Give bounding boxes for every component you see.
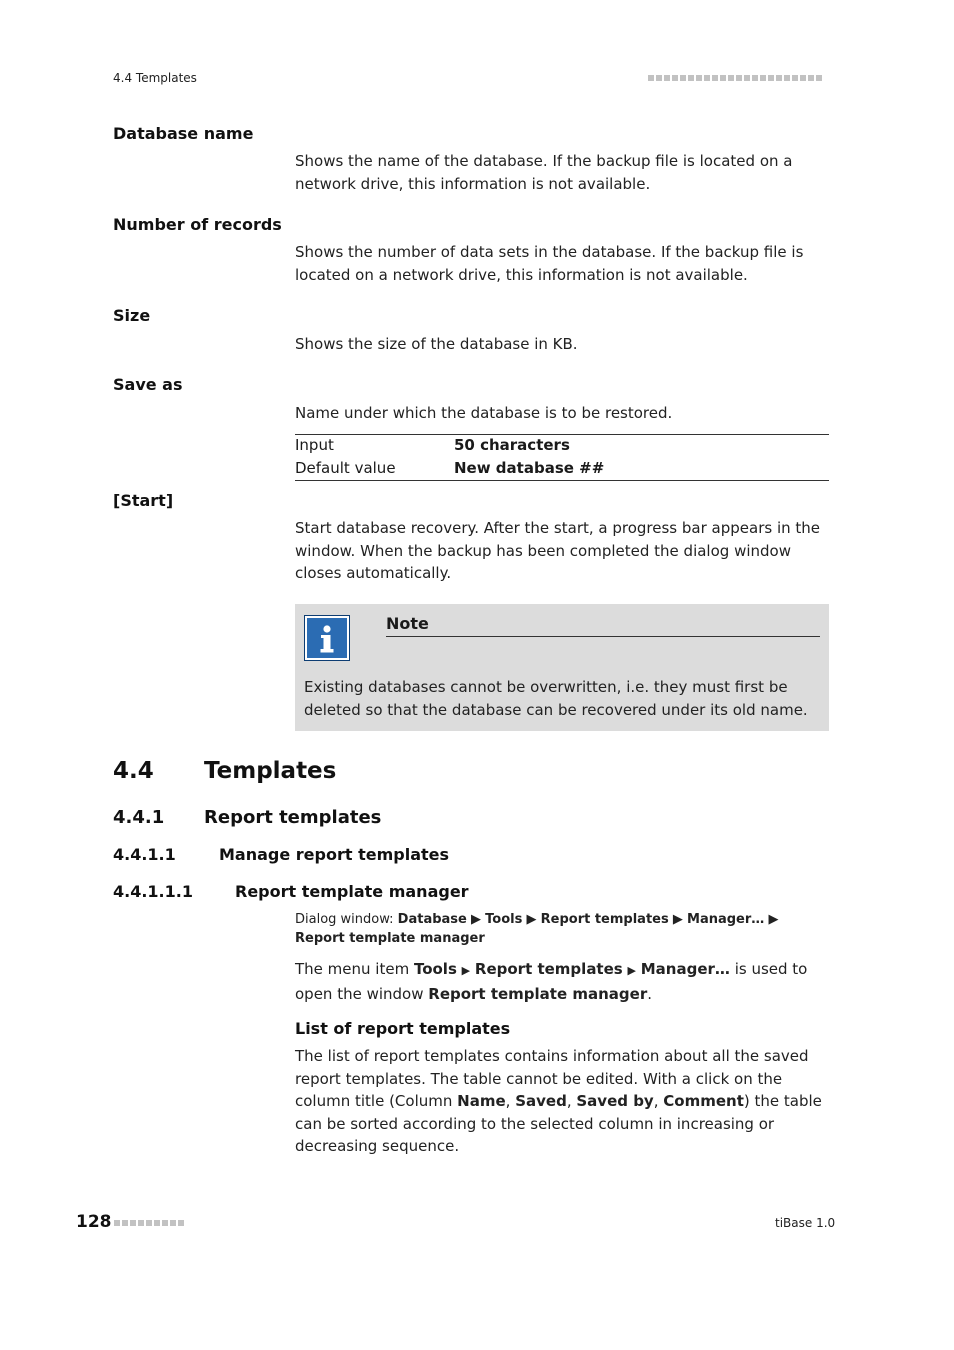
column-comment: Comment — [663, 1092, 744, 1110]
desc-save-as: Name under which the database is to be restored. — [295, 404, 673, 422]
separator: , — [505, 1092, 516, 1110]
heading-manage-report-templates — [0, 845, 954, 867]
term-number-of-records: Number of records — [113, 215, 282, 234]
desc-start: Start database recovery. After the start, a progress bar appears in the window. When the backup has been completed the dialog window closes automatically. — [295, 519, 820, 582]
input-value: 50 characters — [454, 436, 570, 454]
menu-tools: Tools — [413, 960, 457, 978]
term-database-name: Database name — [113, 124, 254, 143]
heading-number: 4.4.1 — [113, 807, 165, 828]
dialog-path — [295, 910, 829, 948]
heading-text: Report templates — [204, 807, 382, 828]
path-item: Tools — [485, 912, 523, 927]
page-number: 128 — [76, 1212, 112, 1232]
window-name: Report template manager — [428, 984, 648, 1003]
arrow-right-icon: ▶ — [461, 964, 471, 977]
heading-number: 4.4.1.1 — [113, 845, 176, 864]
arrow-right-icon: ▶ — [471, 912, 481, 927]
note-title: Note — [386, 614, 429, 633]
default-value: New database ## — [454, 459, 605, 477]
term-size: Size — [113, 306, 151, 325]
note-divider — [386, 636, 820, 637]
path-item: Report template manager — [295, 931, 485, 946]
path-prefix: Dialog window: — [295, 912, 398, 927]
heading-text: Templates — [204, 758, 337, 784]
heading-report-templates — [0, 807, 954, 831]
product-name: tiBase 1.0 — [775, 1216, 836, 1230]
desc-size: Shows the size of the database in KB. — [295, 335, 578, 353]
footer-decoration-dots — [114, 1220, 184, 1226]
separator: , — [566, 1092, 577, 1110]
default-label: Default value — [295, 459, 396, 477]
desc-number-of-records: Shows the number of data sets in the database. If the backup file is located on a network drive, this information is not available. — [295, 243, 804, 284]
desc-database-name: Shows the name of the database. If the backup file is located on a network drive, this information is not available. — [295, 152, 793, 193]
table-row-input — [295, 434, 829, 457]
heading-templates — [0, 758, 954, 790]
table-row-default — [295, 457, 829, 480]
heading-number: 4.4 — [113, 758, 154, 784]
column-name: Name — [457, 1092, 506, 1110]
arrow-right-icon: ▶ — [526, 912, 537, 927]
path-item: Manager… — [687, 912, 765, 927]
menu-report-templates: Report templates — [474, 960, 623, 978]
intro-paragraph — [295, 958, 829, 1005]
heading-report-template-manager — [0, 882, 954, 904]
note-box — [295, 604, 829, 731]
path-item: Report templates — [540, 912, 669, 927]
arrow-right-icon: ▶ — [672, 912, 683, 927]
term-save-as: Save as — [113, 375, 183, 394]
input-label: Input — [295, 436, 334, 454]
heading-number: 4.4.1.1.1 — [113, 882, 193, 901]
intro-text: The menu item — [295, 960, 414, 978]
arrow-right-icon: ▶ — [768, 912, 779, 927]
info-icon — [304, 615, 350, 661]
list-section-title: List of report templates — [295, 1019, 511, 1038]
running-header-section: 4.4 Templates — [113, 71, 197, 85]
column-saved-by: Saved by — [576, 1092, 654, 1110]
arrow-right-icon: ▶ — [627, 964, 636, 977]
heading-text: Manage report templates — [219, 845, 450, 864]
heading-text: Report template manager — [235, 882, 469, 901]
list-text: The list of report templates contains information about all the saved report templates. The table cannot be edited. With a click on the column title (Column — [295, 1047, 809, 1110]
intro-text: is used to open the window — [295, 960, 808, 1003]
intro-text: . — [647, 984, 653, 1003]
path-item: Database — [397, 912, 467, 927]
table-bottom-rule — [295, 480, 829, 481]
list-text: ) the table can be sorted according to the selected column in increasing or decreasing sequence. — [295, 1092, 822, 1155]
column-saved: Saved — [515, 1092, 567, 1110]
header-decoration-dots — [648, 75, 822, 81]
note-text: Existing databases cannot be overwritten, i.e. they must first be deleted so that the database can be recovered under its old name. — [304, 678, 808, 719]
list-section-paragraph — [295, 1045, 829, 1158]
separator: , — [653, 1092, 664, 1110]
term-start: [Start] — [113, 491, 174, 510]
menu-manager: Manager… — [640, 960, 730, 978]
